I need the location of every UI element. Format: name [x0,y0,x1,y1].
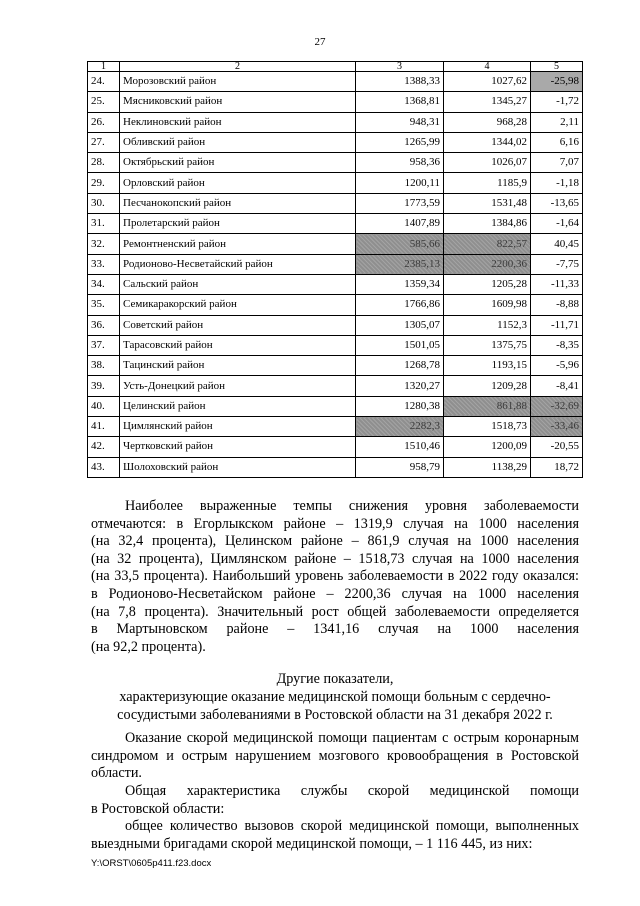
district-name-cell: Ремонтненский район [120,234,356,254]
column-header: 3 [356,62,444,72]
table-row [88,335,583,355]
value-2022-cell: 1200,09 [444,437,531,457]
text-line: (на 33,5 процента). Наибольший уровень заболеваемости в 2022 году оказался: [91,568,579,585]
value-2022-cell: 1344,02 [444,132,531,152]
text-line: Наиболее выраженные темпы снижения уровня заболеваемости [125,498,579,514]
row-number-cell: 39. [88,376,120,396]
text-line: (на 32,4 процента), Целинском районе – 861,9 случая на 1000 населения [91,533,579,550]
change-percent-cell: -1,18 [531,173,583,193]
text-line: выездными бригадами скорой медицинской помощи, – 1 116 445, из них: [91,835,533,852]
table-row [88,315,583,335]
change-percent-cell: 6,16 [531,132,583,152]
value-2022-cell: 1185,9 [444,173,531,193]
text-line: Оказание скорой медицинской помощи пациентам с острым коронарным [125,730,579,746]
row-number-cell: 42. [88,437,120,457]
table-header-row [88,62,583,72]
district-name-cell: Советский район [120,315,356,335]
table-row [88,457,583,477]
district-name-cell: Тарасовский район [120,335,356,355]
value-2021-cell: 1268,78 [356,356,444,376]
row-number-cell: 37. [88,335,120,355]
value-2021-cell: 2282,3 [356,417,444,437]
value-2021-cell: 958,79 [356,457,444,477]
section-heading [91,670,579,724]
district-name-cell: Сальский район [120,274,356,294]
text-line: (на 7,8 процента). Значительный рост общей заболеваемости определяется [91,603,579,620]
district-name-cell: Усть-Донецкий район [120,376,356,396]
change-percent-cell: -8,41 [531,376,583,396]
text-line: (на 32 процента), Цимлянском районе – 1518,73 случая на 1000 населения [91,550,579,567]
row-number-cell: 28. [88,153,120,173]
district-name-cell: Неклиновский район [120,112,356,132]
text-line: в Родионово-Несветайском районе – 2200,36 случая на 1000 населения [91,585,579,602]
value-2021-cell: 585,66 [356,234,444,254]
value-2021-cell: 1305,07 [356,315,444,335]
table-row [88,193,583,213]
text-line: в Мартыновском районе – 1341,16 случая на 1000 населения [91,621,579,638]
table-row [88,173,583,193]
row-number-cell: 31. [88,214,120,234]
district-name-cell: Орловский район [120,173,356,193]
paragraph-service-characteristics [91,783,579,818]
value-2021-cell: 1200,11 [356,173,444,193]
column-header: 4 [444,62,531,72]
change-percent-cell: -8,88 [531,295,583,315]
value-2022-cell: 1518,73 [444,417,531,437]
district-name-cell: Песчанокопский район [120,193,356,213]
column-header: 1 [88,62,120,72]
value-2021-cell: 2385,13 [356,254,444,274]
district-name-cell: Целинский район [120,396,356,416]
table-row [88,153,583,173]
value-2022-cell: 1026,07 [444,153,531,173]
change-percent-cell: 40,45 [531,234,583,254]
table-row [88,356,583,376]
table-row [88,72,583,92]
row-number-cell: 43. [88,457,120,477]
row-number-cell: 27. [88,132,120,152]
row-number-cell: 41. [88,417,120,437]
value-2021-cell: 1388,33 [356,72,444,92]
row-number-cell: 30. [88,193,120,213]
district-name-cell: Чертковский район [120,437,356,457]
text-line: синдромом и острым нарушением мозгового кровообращения в Ростовской [91,747,579,764]
text-line: Общая характеристика службы скорой медицинской помощи [125,783,579,799]
value-2022-cell: 968,28 [444,112,531,132]
row-number-cell: 33. [88,254,120,274]
value-2022-cell: 1531,48 [444,193,531,213]
value-2021-cell: 948,31 [356,112,444,132]
text-line: общее количество вызовов скорой медицинской помощи, выполненных [125,818,579,834]
value-2021-cell: 1501,05 [356,335,444,355]
value-2021-cell: 1320,27 [356,376,444,396]
value-2022-cell: 1345,27 [444,92,531,112]
value-2021-cell: 1280,38 [356,396,444,416]
value-2022-cell: 1375,75 [444,335,531,355]
value-2022-cell: 1138,29 [444,457,531,477]
district-name-cell: Цимлянский район [120,417,356,437]
value-2021-cell: 1407,89 [356,214,444,234]
text-line: в Ростовской области: [91,800,225,817]
text-line: отмечаются: в Егорлыкском районе – 1319,9 случая на 1000 населения [91,515,579,532]
row-number-cell: 40. [88,396,120,416]
value-2022-cell: 2200,36 [444,254,531,274]
district-name-cell: Мясниковский район [120,92,356,112]
text-line: (на 92,2 процента). [91,638,206,655]
table-row [88,274,583,294]
change-percent-cell: -8,35 [531,335,583,355]
change-percent-cell: 2,11 [531,112,583,132]
change-percent-cell: -11,71 [531,315,583,335]
change-percent-cell: -33,46 [531,417,583,437]
change-percent-cell: -5,96 [531,356,583,376]
row-number-cell: 36. [88,315,120,335]
table-row [88,417,583,437]
table-row [88,376,583,396]
value-2021-cell: 1359,34 [356,274,444,294]
district-name-cell: Обливский район [120,132,356,152]
change-percent-cell: -25,98 [531,72,583,92]
table-row [88,437,583,457]
change-percent-cell: -1,64 [531,214,583,234]
table-row [88,234,583,254]
district-name-cell: Семикаракорский район [120,295,356,315]
change-percent-cell: -32,69 [531,396,583,416]
row-number-cell: 32. [88,234,120,254]
value-2021-cell: 1773,59 [356,193,444,213]
value-2021-cell: 1265,99 [356,132,444,152]
table-row [88,92,583,112]
value-2022-cell: 861,88 [444,396,531,416]
district-name-cell: Октябрьский район [120,153,356,173]
paragraph-call-count [91,818,579,853]
change-percent-cell: -11,33 [531,274,583,294]
value-2021-cell: 1766,86 [356,295,444,315]
row-number-cell: 38. [88,356,120,376]
district-name-cell: Морозовский район [120,72,356,92]
table-row [88,396,583,416]
row-number-cell: 35. [88,295,120,315]
value-2021-cell: 958,36 [356,153,444,173]
text-line: области. [91,765,142,782]
table-row [88,214,583,234]
table-row [88,254,583,274]
district-name-cell: Пролетарский район [120,214,356,234]
table-row [88,132,583,152]
value-2022-cell: 1152,3 [444,315,531,335]
value-2022-cell: 1027,62 [444,72,531,92]
paragraph-morbidity-trends [91,498,579,656]
column-header: 5 [531,62,583,72]
heading-line: Другие показатели, [276,671,394,687]
change-percent-cell: -1,72 [531,92,583,112]
value-2022-cell: 1209,28 [444,376,531,396]
row-number-cell: 29. [88,173,120,193]
value-2022-cell: 1205,28 [444,274,531,294]
district-name-cell: Шолоховский район [120,457,356,477]
value-2022-cell: 822,57 [444,234,531,254]
change-percent-cell: -13,65 [531,193,583,213]
value-2021-cell: 1368,81 [356,92,444,112]
row-number-cell: 34. [88,274,120,294]
row-number-cell: 25. [88,92,120,112]
change-percent-cell: -20,55 [531,437,583,457]
heading-line: сосудистыми заболеваниями в Ростовской области на 31 декабря 2022 г. [117,707,553,723]
file-path-footer: Y:\ORST\0605p411.f23.docx [91,858,212,869]
paragraph-emergency-care [91,730,579,783]
district-name-cell: Родионово-Несветайский район [120,254,356,274]
column-header: 2 [120,62,356,72]
change-percent-cell: -7,75 [531,254,583,274]
change-percent-cell: 18,72 [531,457,583,477]
value-2022-cell: 1384,86 [444,214,531,234]
district-name-cell: Тацинский район [120,356,356,376]
value-2022-cell: 1193,15 [444,356,531,376]
table-row [88,295,583,315]
page-number: 27 [314,36,326,48]
value-2021-cell: 1510,46 [356,437,444,457]
row-number-cell: 24. [88,72,120,92]
row-number-cell: 26. [88,112,120,132]
heading-line: характеризующие оказание медицинской помощи больным с сердечно- [119,689,551,705]
morbidity-table [87,61,583,478]
table-row [88,112,583,132]
change-percent-cell: 7,07 [531,153,583,173]
value-2022-cell: 1609,98 [444,295,531,315]
